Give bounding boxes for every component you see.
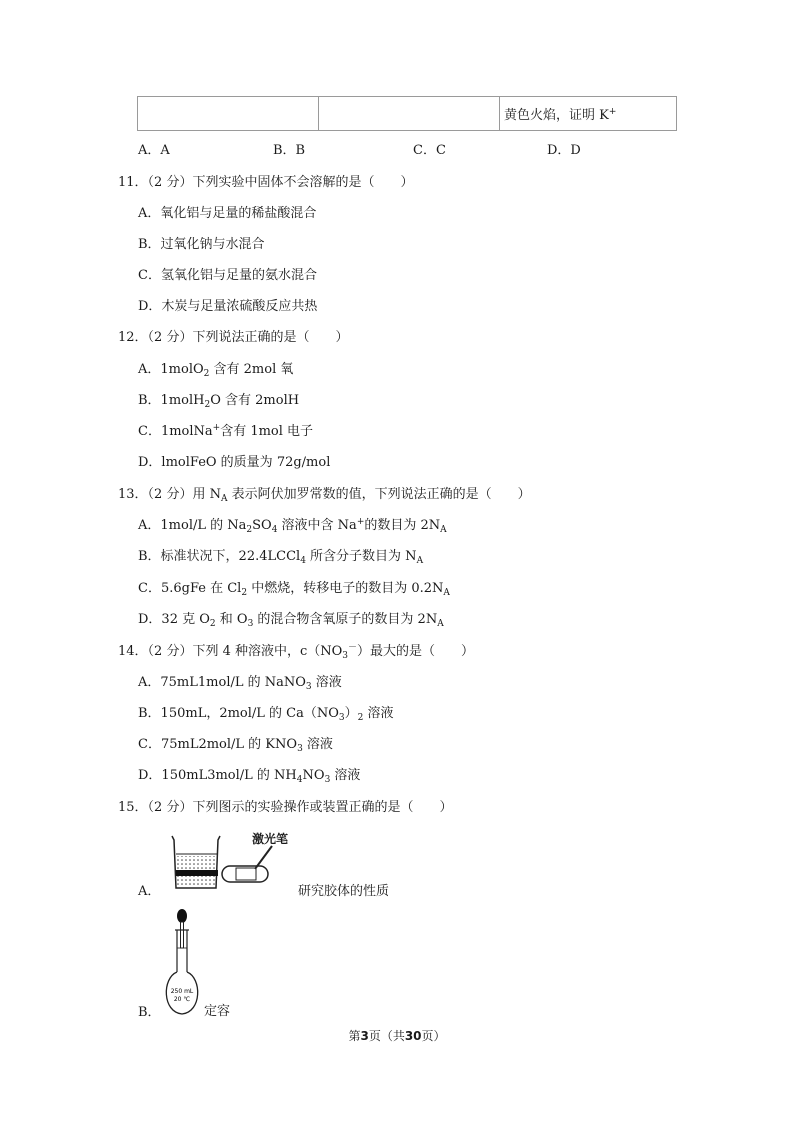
q11-option-a[interactable]: A．氧化铝与足量的稀盐酸混合	[138, 206, 317, 221]
q12-stem: 12．（2 分）下列说法正确的是（ ）	[118, 330, 349, 345]
footer-prefix: 第	[348, 1029, 361, 1043]
volumetric-flask-diagram	[160, 908, 205, 1020]
q12-option-d[interactable]: D．lmolFeO 的质量为 72g/mol	[138, 455, 331, 470]
q11-option-b[interactable]: B．过氧化钠与水混合	[138, 237, 265, 252]
footer-total-pages: 30	[404, 1029, 422, 1043]
prev-question-table	[137, 96, 677, 131]
footer-suffix: 页）	[421, 1029, 446, 1043]
table-cell: 黄色火焰，证明 K+	[500, 97, 677, 131]
flask-temp-label: 20 ℃	[173, 996, 191, 1003]
q13-stem: 13．（2 分）用 $N_A$ 表示阿伏加罗常数的值，下列说法正确的是（ ）	[118, 487, 531, 504]
table-cell	[319, 97, 500, 131]
q12-option-b[interactable]: B．1molH$_2$O 含有 2molH	[138, 393, 300, 410]
q11-option-d[interactable]: D．木炭与足量浓硫酸反应共热	[138, 299, 318, 314]
q10-option-d[interactable]: D．D	[547, 143, 581, 158]
q10-option-a[interactable]: A．A	[138, 143, 170, 158]
q13-option-a[interactable]: A．1mol/L 的 $Na_2SO_4$ 溶液中含 Na+的数目为 $2N_A$	[138, 517, 447, 535]
footer-mid: 页（共	[368, 1029, 405, 1043]
q11-option-c[interactable]: C．氢氧化铝与足量的氨水混合	[138, 268, 317, 283]
q15-option-a-text: 研究胶体的性质	[298, 884, 390, 899]
q14-option-c[interactable]: C．75mL2mol/L 的 $KNO_3$ 溶液	[138, 737, 333, 754]
q15-stem: 15．（2 分）下列图示的实验操作或装置正确的是（ ）	[118, 800, 453, 815]
table-cell	[138, 97, 319, 131]
footer-page-number: 3	[360, 1029, 369, 1043]
q14-option-a[interactable]: A．75mL1mol/L 的 NaNO$_3$ 溶液	[138, 675, 342, 692]
q15-option-a-letter[interactable]: A．	[138, 884, 161, 899]
q14-stem: 14．（2 分）下列 4 种溶液中，$c(NO_3^-)$最大的是（ ）	[118, 643, 475, 661]
q13-option-b[interactable]: B．标准状况下，22.4LCCl$_4$ 所含分子数目为 $N_A$	[138, 549, 424, 566]
q13-option-c[interactable]: C．5.6gFe 在 $Cl_2$ 中燃烧，转移电子的数目为 $0.2N_A$	[138, 581, 450, 598]
q10-option-c[interactable]: C．C	[413, 143, 446, 158]
q11-stem: 11．（2 分）下列实验中固体不会溶解的是（ ）	[118, 175, 414, 190]
q14-option-d[interactable]: D．150mL3mol/L 的 $NH_4NO_3$ 溶液	[138, 768, 361, 785]
q13-option-d[interactable]: D．32 克 $O_2$ 和 $O_3$ 的混合物含氧原子的数目为 $2N_A$	[138, 612, 444, 629]
q12-option-a[interactable]: A．1molO$_2$ 含有 2mol 氧	[138, 362, 294, 379]
q15-option-b-letter[interactable]: B．	[138, 1005, 161, 1020]
q12-option-c[interactable]: C．1molNa+含有 1mol 电子	[138, 423, 314, 439]
flask-volume-label: 250 mL	[170, 988, 194, 995]
page-footer	[0, 1027, 794, 1044]
q14-option-b[interactable]: B．150mL，2mol/L 的 $Ca(NO_3)_2$ 溶液	[138, 706, 394, 723]
laser-pen-label: 激光笔	[252, 832, 289, 846]
q15-option-b-text: 定容	[204, 1004, 231, 1019]
q10-option-b[interactable]: B．B	[273, 143, 306, 158]
